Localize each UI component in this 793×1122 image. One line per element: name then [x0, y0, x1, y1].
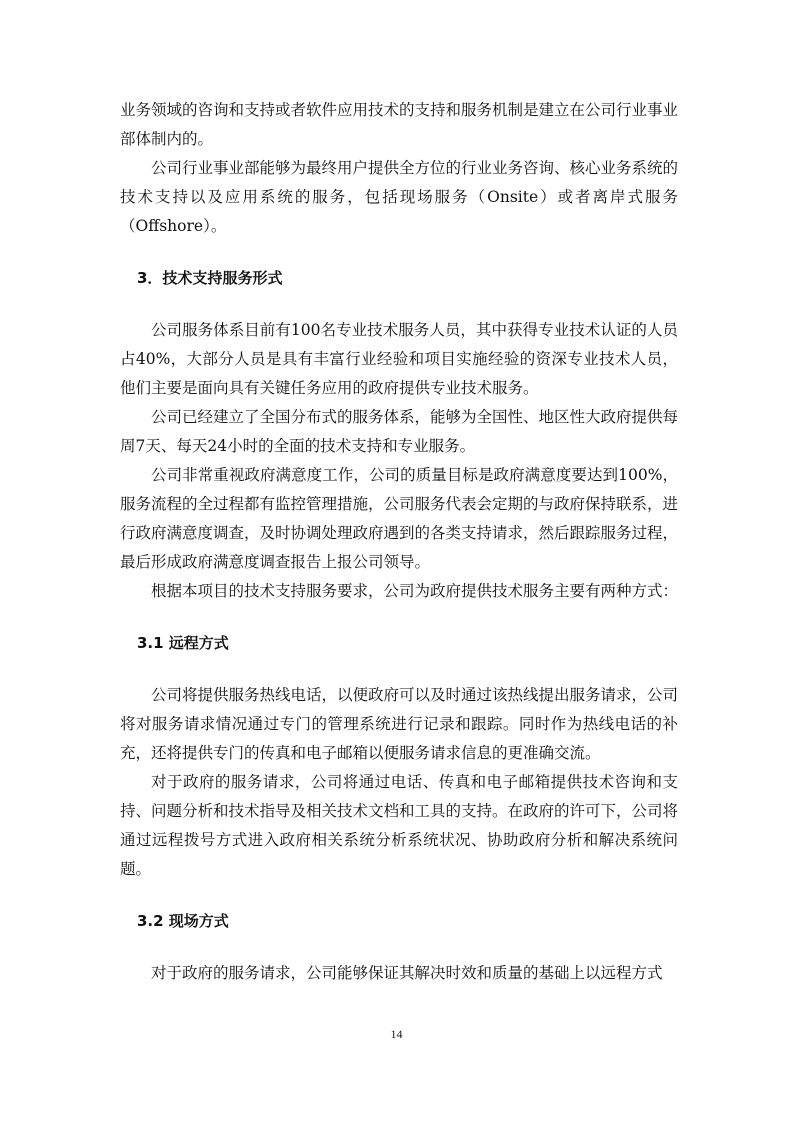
body-paragraph: 根据本项目的技术支持服务要求，公司为政府提供技术服务主要有两种方式：	[151, 582, 679, 600]
body-paragraph: 公司将提供服务热线电话，以便政府可以及时通过该热线提出服务请求，公司将对服务请求情况通过专门的管理系统进行记录和跟踪。同时作为热线电话的补充，还将提供专门的传真和电子邮箱以便服务请求信息的更准确交流。	[120, 686, 679, 762]
body-paragraph: 对于政府的服务请求，公司能够保证其解决时效和质量的基础上以远程方式	[151, 964, 663, 982]
page-number: 14	[390, 1027, 403, 1041]
body-paragraph: 对于政府的服务请求，公司将通过电话、传真和电子邮箱提供技术咨询和支持、问题分析和技术指导及相关技术文档和工具的支持。在政府的许可下，公司将通过远程拨号方式进入政府相关系统分析系统状况、协助政府分析和解决系统问题。	[120, 773, 679, 878]
subsection-heading: 3.2 现场方式	[137, 912, 229, 930]
body-paragraph: 公司行业事业部能够为最终用户提供全方位的行业业务咨询、核心业务系统的技术支持以及应用系统的服务，包括现场服务（Onsite）或者离岸式服务（Offshore）。	[120, 159, 679, 235]
section-heading: 3．技术支持服务形式	[137, 269, 283, 287]
body-paragraph: 业务领域的咨询和支持或者软件应用技术的支持和服务机制是建立在公司行业事业部体制内的。	[120, 101, 679, 148]
body-paragraph: 公司服务体系目前有100名专业技术服务人员，其中获得专业技术认证的人员占40%，大部分人员是具有丰富行业经验和项目实施经验的资深专业技术人员，他们主要是面向具有关键任务应用的政府提供专业技术服务。	[120, 321, 678, 397]
body-paragraph: 公司已经建立了全国分布式的服务体系，能够为全国性、地区性大政府提供每周7天、每天24小时的全面的技术支持和专业服务。	[120, 408, 679, 455]
body-paragraph: 公司非常重视政府满意度工作，公司的质量目标是政府满意度要达到100%，服务流程的全过程都有监控管理措施，公司服务代表会定期的与政府保持联系，进行政府满意度调查，及时协调处理政府遇到的各类支持请求，然后跟踪服务过程，最后形成政府满意度调查报告上报公司领导。	[120, 466, 679, 571]
document-body	[120, 96, 678, 988]
subsection-heading: 3.1 远程方式	[137, 634, 229, 652]
